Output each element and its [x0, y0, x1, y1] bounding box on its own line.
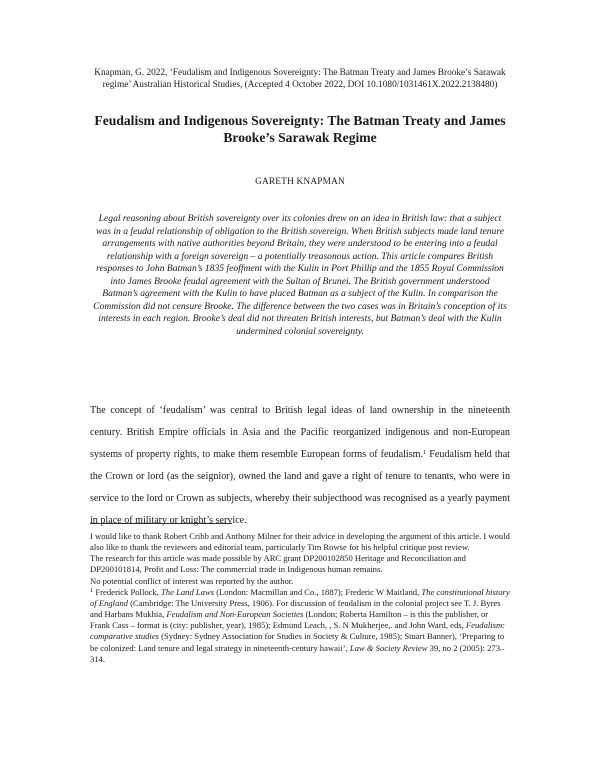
funding-note: The research for this article was made possible by ARC grant DP200102850 Heritage and Reconciliation and DP200101814, Profit and Loss: The commercial trade in Indigenous human remains.: [90, 553, 466, 575]
footnote-text: (Sydney: Sydney Association for Studies in Society & Culture, 1985); Stuart Banner), ‘Preparing to be colonized: Land tenure and legal strategy in nineteenth-century hawaii’,: [90, 631, 505, 653]
footnote-text: (Cambridge: The University Press, 1906). For discussion of feudalism in the colonial project see T. J. Byres and Harbans Mukhia,: [90, 597, 501, 620]
article-title: Feudalism and Indigenous Sovereignty: The Batman Treaty and James Brooke’s Sarawak Regime: [94, 113, 506, 145]
footnote-reference[interactable]: 1: [423, 449, 427, 456]
body-text-before-note: The concept of ‘feudalism’ was central to British legal ideas of land ownership in the nineteenth century. British Empire officials in Asia and the Pacific reorganized indigenous and non-European systems of property rights, to make them resemble European forms of feudalism.: [90, 405, 510, 460]
footnote-book-title: The constitutional history of England: [90, 586, 510, 608]
footnote-journal-title: Law & Society Review: [349, 642, 428, 653]
conflict-of-interest-note: No potential conflict of interest was reported by the author.: [90, 575, 294, 586]
footnote-text: Frederick Pollock,: [93, 586, 162, 597]
author-name: GARETH KNAPMAN: [255, 177, 345, 187]
footnote-separator: [90, 523, 232, 524]
citation-header: Knapman, G. 2022, ‘Feudalism and Indigenous Sovereignty: The Batman Treaty and James Brooke’s Sarawak regime’ Australian Historical Studies, (Accepted 4 October 2022, DOI 10.1080/1031461X.2022.2138480): [94, 68, 506, 90]
footnote-text: (London: Macmillan and Co., 1887); Frederic W Maitland,: [214, 586, 422, 597]
footnote-book-title: Feudalism: comparative studies: [90, 620, 506, 642]
footnote-text: 39, no 2 (2005): 273–314.: [90, 642, 505, 664]
footnote-1: [90, 587, 510, 665]
footnote-book-title: The Land Laws: [161, 586, 215, 597]
footnote-number: 1: [90, 586, 94, 594]
acknowledgement-note: I would like to thank Robert Cribb and Anthony Milner for their advice in developing the argument of this article. I would also like to thank the reviewers and editorial team, particularly Tim Rowse for his helpful critique post review.: [90, 531, 510, 553]
footnote-text: (London; Roberta Hamilton – is this the publisher, or Frank Cass – format is (city: publisher, year), 1985); Edmund Leach, , S. N Mukherjee,. and John Ward, eds,: [90, 609, 489, 631]
body-text-after-note: Feudalism held that the Crown or lord (as the seignior), owned the land and gave a right of tenure to tenants, who were in service to the lord or Crown as subjects, whereby their subjecthood was recognised as a yearly payment in place of military or knight’s service.: [90, 449, 510, 526]
abstract: Legal reasoning about British sovereignty over its colonies drew on an idea in British law: that a subject was in a feudal relationship of obligation to the British sovereign. When British subjects made land tenure arrangements with native authorities beyond Britain, they were understood to be entering into a feudal relationship with a foreign sovereign – a potentially treasonous action. This article compares British responses to John Batman’s 1835 feoffment with the Kulin in Port Phillip and the 1855 Royal Commission into James Brooke feudal agreement with the Sultan of Brunei. The British government understood Batman’s agreement with the Kulin to have placed Batman as a subject of the Kulin. In comparison the Commission did not censure Brooke. The difference between the two cases was in Britain’s conception of its interests in each region. Brooke’s deal did not threaten British interests, but Batman’s deal with the Kulin undermined colonial sovereignty.: [93, 213, 507, 337]
footnotes: [90, 531, 510, 665]
body-paragraph: [90, 400, 510, 532]
footnote-book-title: Feudalism and Non-European Societies: [166, 609, 304, 620]
